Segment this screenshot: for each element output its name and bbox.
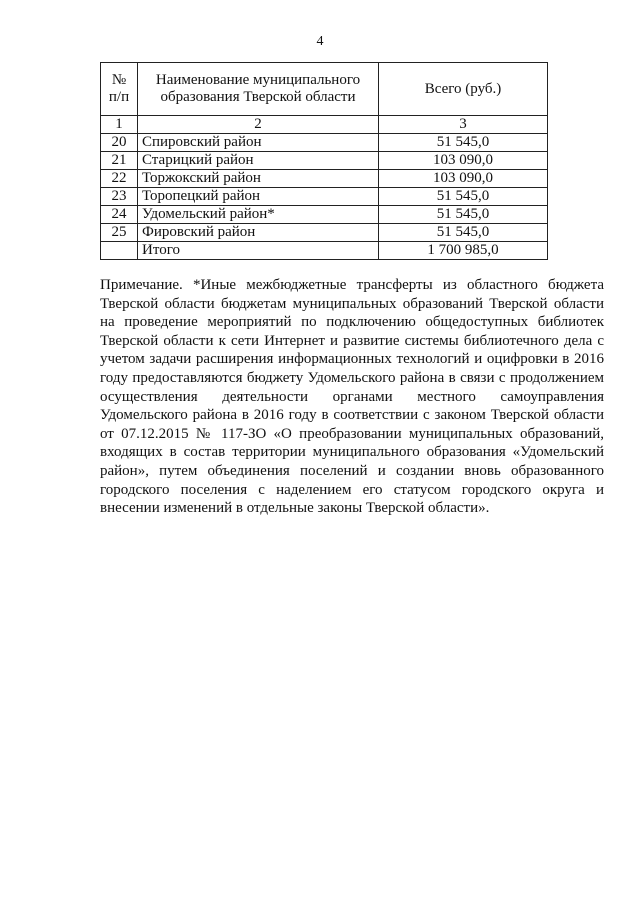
table-row bbox=[101, 152, 548, 170]
row-number: 23 bbox=[101, 188, 138, 206]
row-sum: 51 545,0 bbox=[379, 224, 548, 242]
table-row bbox=[101, 224, 548, 242]
budget-table bbox=[100, 62, 548, 260]
row-municipality: Удомельский район* bbox=[138, 206, 379, 224]
header-municipality: Наименование муниципального образования Тверской области bbox=[138, 63, 379, 116]
table-row bbox=[101, 206, 548, 224]
header-total-rub: Всего (руб.) bbox=[379, 63, 548, 116]
row-municipality: Торжокский район bbox=[138, 170, 379, 188]
row-sum: 103 090,0 bbox=[379, 170, 548, 188]
row-municipality: Торопецкий район bbox=[138, 188, 379, 206]
header-number: № п/п bbox=[101, 63, 138, 116]
row-number: 24 bbox=[101, 206, 138, 224]
table-row bbox=[101, 134, 548, 152]
row-number: 21 bbox=[101, 152, 138, 170]
row-sum: 51 545,0 bbox=[379, 134, 548, 152]
row-number: 22 bbox=[101, 170, 138, 188]
row-sum: 103 090,0 bbox=[379, 152, 548, 170]
total-number-cell bbox=[101, 242, 138, 260]
row-municipality: Старицкий район bbox=[138, 152, 379, 170]
total-row bbox=[101, 242, 548, 260]
table-header-row bbox=[101, 63, 548, 116]
column-number-3: 3 bbox=[379, 116, 548, 134]
table-row bbox=[101, 170, 548, 188]
column-number-1: 1 bbox=[101, 116, 138, 134]
column-number-2: 2 bbox=[138, 116, 379, 134]
row-sum: 51 545,0 bbox=[379, 188, 548, 206]
total-label: Итого bbox=[138, 242, 379, 260]
row-number: 20 bbox=[101, 134, 138, 152]
row-municipality: Фировский район bbox=[138, 224, 379, 242]
total-sum: 1 700 985,0 bbox=[379, 242, 548, 260]
row-number: 25 bbox=[101, 224, 138, 242]
row-municipality: Спировский район bbox=[138, 134, 379, 152]
note-paragraph: Примечание. *Иные межбюджетные трансферты из областного бюджета Тверской области бюджетам муниципальных образований Тверской области на проведение мероприятий по подключению общедоступных библиотек Тверской области к сети Интернет и развитие системы библиотечного дела с учетом задачи расширения информационных технологий и оцифровки в 2016 году предоставляются бюджету Удомельского района в связи с продолжением осуществления деятельности органами местного самоуправления Удомельского района в 2016 году в соответствии с законом Тверской области от 07.12.2015 № 117-ЗО «О преобразовании муниципальных образований, входящих в состав территории муниципального образования «Удомельский район», путем объединения поселений и создании вновь образованного городского поселения с наделением его статусом городского округа и внесении изменений в отдельные законы Тверской области». bbox=[100, 277, 604, 517]
page-number: 4 bbox=[316, 34, 324, 49]
row-sum: 51 545,0 bbox=[379, 206, 548, 224]
column-number-row bbox=[101, 116, 548, 134]
table-row bbox=[101, 188, 548, 206]
